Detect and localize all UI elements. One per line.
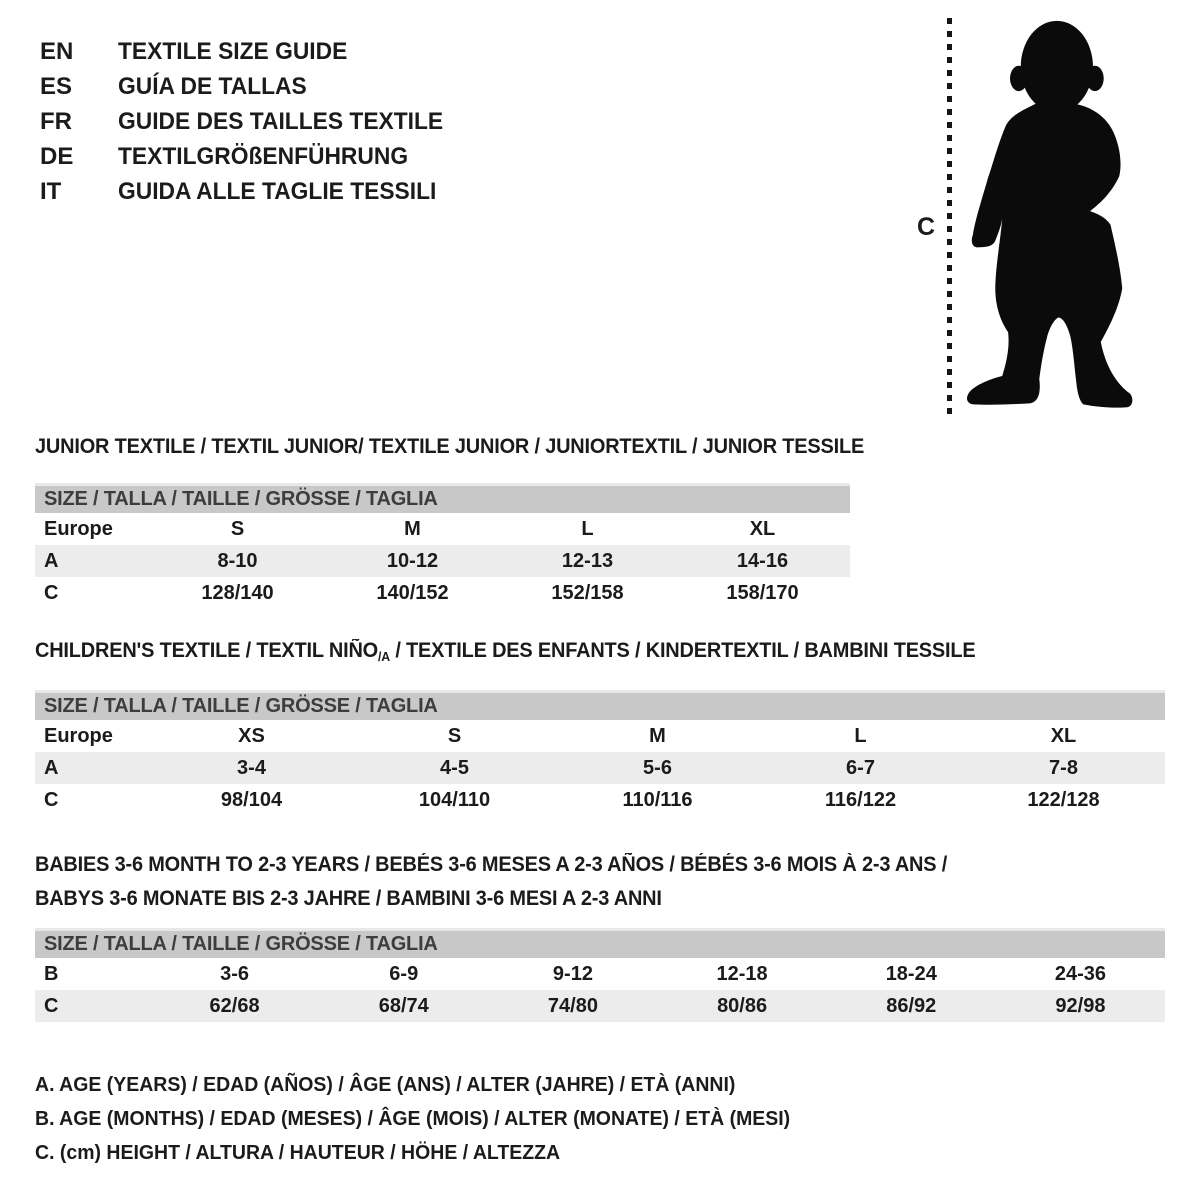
- size-cell: M: [404, 517, 421, 540]
- children-section-title: [35, 639, 976, 663]
- table-row-height: [35, 990, 1165, 1022]
- row-label: Europe: [44, 724, 113, 747]
- height-cell: 62/68: [209, 994, 260, 1017]
- height-cell: 110/116: [622, 788, 693, 811]
- size-table-header: SIZE / TALLA / TAILLE / GRÖSSE / TAGLIA: [35, 483, 850, 513]
- age-cell: 9-12: [552, 962, 593, 985]
- guide-title: GUÍA DE TALLAS: [118, 72, 307, 100]
- language-row-es: [40, 69, 460, 104]
- size-cell: M: [649, 724, 666, 747]
- size-table-header: SIZE / TALLA / TAILLE / GRÖSSE / TAGLIA: [35, 928, 1165, 958]
- language-row-fr: [40, 104, 460, 139]
- age-cell: 18-24: [885, 962, 937, 985]
- age-cell: 12-13: [561, 549, 614, 572]
- age-cell: 6-7: [846, 756, 875, 779]
- size-cell: XL: [749, 517, 776, 540]
- age-cell: 3-4: [237, 756, 266, 779]
- children-title-prefix: CHILDREN'S TEXTILE / TEXTIL NIÑO: [35, 639, 379, 662]
- language-title-list: [40, 34, 460, 209]
- table-row-europe: [35, 720, 1165, 752]
- age-cell: 5-6: [643, 756, 672, 779]
- size-cell: XS: [238, 724, 265, 747]
- age-cell: 10-12: [386, 549, 439, 572]
- height-cell: 98/104: [220, 788, 283, 811]
- guide-title: GUIDE DES TAILLES TEXTILE: [118, 107, 444, 135]
- height-measure-dashed-line: [947, 18, 952, 416]
- language-row-it: [40, 174, 460, 209]
- age-cell: 3-6: [220, 962, 250, 985]
- size-cell: XL: [1050, 724, 1077, 747]
- row-label: B: [44, 962, 59, 985]
- height-cell: 92/98: [1055, 994, 1106, 1017]
- row-label: C: [44, 994, 59, 1017]
- size-table-header: SIZE / TALLA / TAILLE / GRÖSSE / TAGLIA: [35, 690, 1165, 720]
- height-cell: 116/122: [824, 788, 897, 811]
- height-cell: 80/86: [717, 994, 768, 1017]
- language-code: EN: [40, 37, 74, 65]
- row-label: A: [44, 549, 59, 572]
- language-code: IT: [40, 177, 62, 205]
- language-code: DE: [40, 142, 74, 170]
- height-measure-label: C: [916, 213, 936, 241]
- legend-age-months: B. AGE (MONTHS) / EDAD (MESES) / ÂGE (MOIS) / ALTER (MONATE) / ETÀ (MESI): [35, 1107, 791, 1130]
- height-cell: 152/158: [551, 581, 624, 604]
- children-title-suffix: / TEXTILE DES ENFANTS / KINDERTEXTIL / BAMBINI TESSILE: [389, 639, 976, 662]
- children-title-subscript: /A: [378, 649, 390, 664]
- table-row-height: [35, 784, 1165, 816]
- babies-size-table: [35, 928, 1165, 1022]
- babies-title-line2: BABYS 3-6 MONATE BIS 2-3 JAHRE / BAMBINI 3-6 MESI A 2-3 ANNI: [35, 887, 662, 910]
- height-cell: 74/80: [547, 994, 598, 1017]
- row-label: Europe: [44, 517, 113, 540]
- legend: [35, 1068, 830, 1170]
- height-cell: 122/128: [1027, 788, 1100, 811]
- table-row-europe: [35, 513, 850, 545]
- guide-title: TEXTILE SIZE GUIDE: [118, 37, 348, 65]
- size-cell: L: [854, 724, 867, 747]
- height-cell: 104/110: [418, 788, 491, 811]
- guide-title: TEXTILGRÖßENFÜHRUNG: [118, 142, 409, 170]
- age-cell: 6-9: [389, 962, 419, 985]
- table-row-height: [35, 577, 850, 609]
- legend-height-cm: C. (cm) HEIGHT / ALTURA / HAUTEUR / HÖHE / ALTEZZA: [35, 1141, 561, 1164]
- table-row-age-months: [35, 958, 1165, 990]
- height-cell: 158/170: [726, 581, 799, 604]
- age-cell: 7-8: [1049, 756, 1078, 779]
- toddler-silhouette-icon: [962, 16, 1140, 418]
- row-label: A: [44, 756, 59, 779]
- table-row-age: [35, 752, 1165, 784]
- age-cell: 8-10: [217, 549, 258, 572]
- babies-title-line1: BABIES 3-6 MONTH TO 2-3 YEARS / BEBÉS 3-6 MESES A 2-3 AÑOS / BÉBÉS 3-6 MOIS À 2-3 ANS /: [35, 853, 948, 876]
- language-code: ES: [40, 72, 73, 100]
- legend-age-years: A. AGE (YEARS) / EDAD (AÑOS) / ÂGE (ANS) / ALTER (JAHRE) / ETÀ (ANNI): [35, 1073, 736, 1096]
- row-label: C: [44, 788, 59, 811]
- size-cell: L: [581, 517, 594, 540]
- age-cell: 4-5: [440, 756, 469, 779]
- language-code: FR: [40, 107, 72, 135]
- language-row-en: [40, 34, 460, 69]
- height-cell: 68/74: [378, 994, 429, 1017]
- age-cell: 12-18: [716, 962, 768, 985]
- height-cell: 140/152: [376, 581, 449, 604]
- junior-size-table: [35, 483, 850, 609]
- table-row-age: [35, 545, 850, 577]
- height-cell: 128/140: [201, 581, 274, 604]
- language-row-de: [40, 139, 460, 174]
- age-cell: 14-16: [736, 549, 789, 572]
- size-cell: S: [447, 724, 462, 747]
- children-size-table: [35, 690, 1165, 816]
- size-cell: S: [230, 517, 245, 540]
- height-cell: 86/92: [886, 994, 937, 1017]
- babies-section-title: [35, 848, 947, 916]
- guide-title: GUIDA ALLE TAGLIE TESSILI: [118, 177, 437, 205]
- age-cell: 24-36: [1054, 962, 1107, 985]
- row-label: C: [44, 581, 59, 604]
- junior-section-title: JUNIOR TEXTILE / TEXTIL JUNIOR/ TEXTILE JUNIOR / JUNIORTEXTIL / JUNIOR TESSILE: [35, 435, 865, 458]
